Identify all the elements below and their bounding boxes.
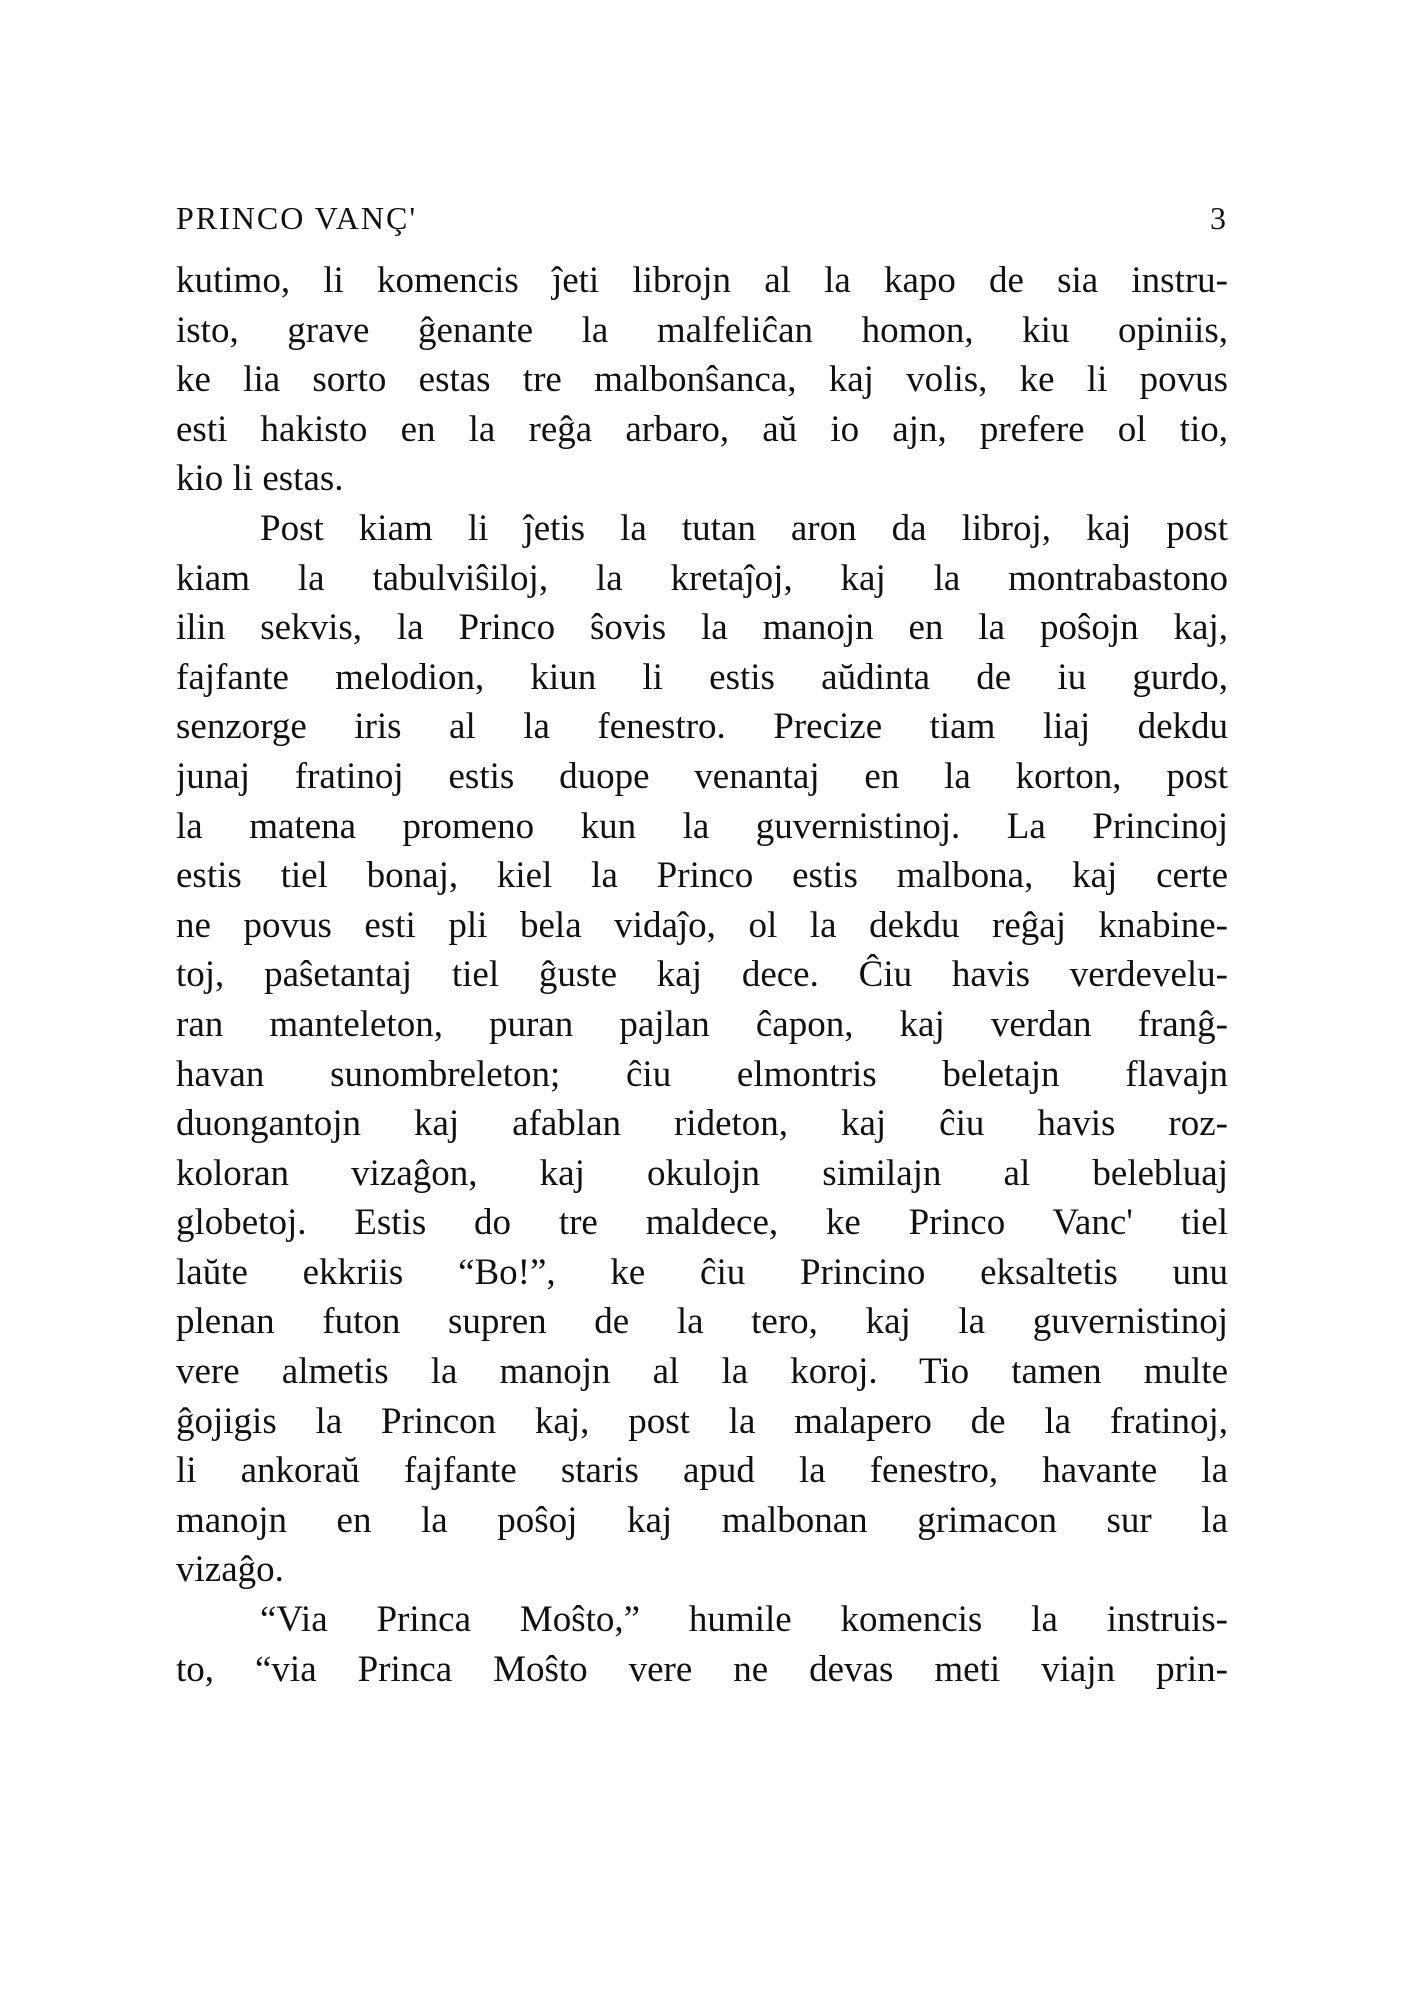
page-number: 3: [1210, 200, 1228, 236]
text-line: vere almetis la manojn al la koroj. Tio tamen multe: [176, 1351, 1228, 1393]
running-title: PRINCO VANÇ': [176, 200, 418, 236]
text-line: senzorge iris al la fenestro. Precize tiam liaj dekdu: [176, 706, 1228, 748]
text-line: la matena promeno kun la guvernistinoj. La Princinoj: [176, 805, 1228, 847]
text-line: duongantojn kaj afablan rideton, kaj ĉiu havis roz-: [176, 1103, 1228, 1145]
text-line: ĝojigis la Princon kaj, post la malapero de la fratinoj,: [176, 1400, 1228, 1442]
text-line: to, “via Princa Moŝto vere ne devas meti viajn prin-: [176, 1648, 1228, 1690]
text-line: junaj fratinoj estis duope venantaj en la korton, post: [176, 755, 1228, 797]
text-line: ke lia sorto estas tre malbonŝanca, kaj volis, ke li povus: [176, 359, 1228, 401]
text-line: li ankoraŭ fajfante staris apud la fenestro, havante la: [176, 1450, 1228, 1492]
text-line: estis tiel bonaj, kiel la Princo estis malbona, kaj certe: [176, 855, 1228, 897]
text-line: isto, grave ĝenante la malfeliĉan homon, kiu opiniis,: [176, 309, 1228, 351]
text-line: toj, paŝetantaj tiel ĝuste kaj dece. Ĉiu havis verdevelu-: [176, 954, 1228, 996]
text-line: ran manteleton, puran pajlan ĉapon, kaj verdan franĝ-: [176, 1003, 1228, 1045]
text-line: laŭte ekkriis “Bo!”, ke ĉiu Princino eksaltetis unu: [176, 1251, 1228, 1293]
text-line: plenan futon supren de la tero, kaj la guvernistinoj: [176, 1301, 1228, 1343]
text-line: manojn en la poŝoj kaj malbonan grimacon sur la: [176, 1499, 1228, 1541]
text-line: kio li estas.: [176, 458, 344, 500]
book-page: [176, 200, 1228, 1694]
text-line: globetoj. Estis do tre maldece, ke Princo Vanc' tiel: [176, 1202, 1228, 1244]
text-line: vizaĝo.: [176, 1549, 284, 1591]
text-line: ne povus esti pli bela vidaĵo, ol la dekdu reĝaj knabine-: [176, 904, 1228, 946]
text-line: koloran vizaĝon, kaj okulojn similajn al belebluaj: [176, 1152, 1228, 1194]
text-line: Post kiam li ĵetis la tutan aron da libroj, kaj post: [260, 507, 1228, 549]
text-line: fajfante melodion, kiun li estis aŭdinta de iu gurdo,: [176, 656, 1228, 698]
text-line: “Via Princa Moŝto,” humile komencis la instruis-: [260, 1599, 1228, 1641]
body-text: [176, 256, 1228, 1694]
text-line: kutimo, li komencis ĵeti librojn al la kapo de sia instru-: [176, 260, 1228, 301]
text-line: havan sunombreleton; ĉiu elmontris beletajn flavajn: [176, 1053, 1228, 1095]
running-head: [176, 200, 1228, 248]
text-line: ilin sekvis, la Princo ŝovis la manojn en la poŝojn kaj,: [176, 607, 1228, 649]
text-line: esti hakisto en la reĝa arbaro, aŭ io ajn, prefere ol tio,: [176, 408, 1228, 450]
text-line: kiam la tabulviŝiloj, la kretaĵoj, kaj la montrabastono: [176, 557, 1228, 599]
